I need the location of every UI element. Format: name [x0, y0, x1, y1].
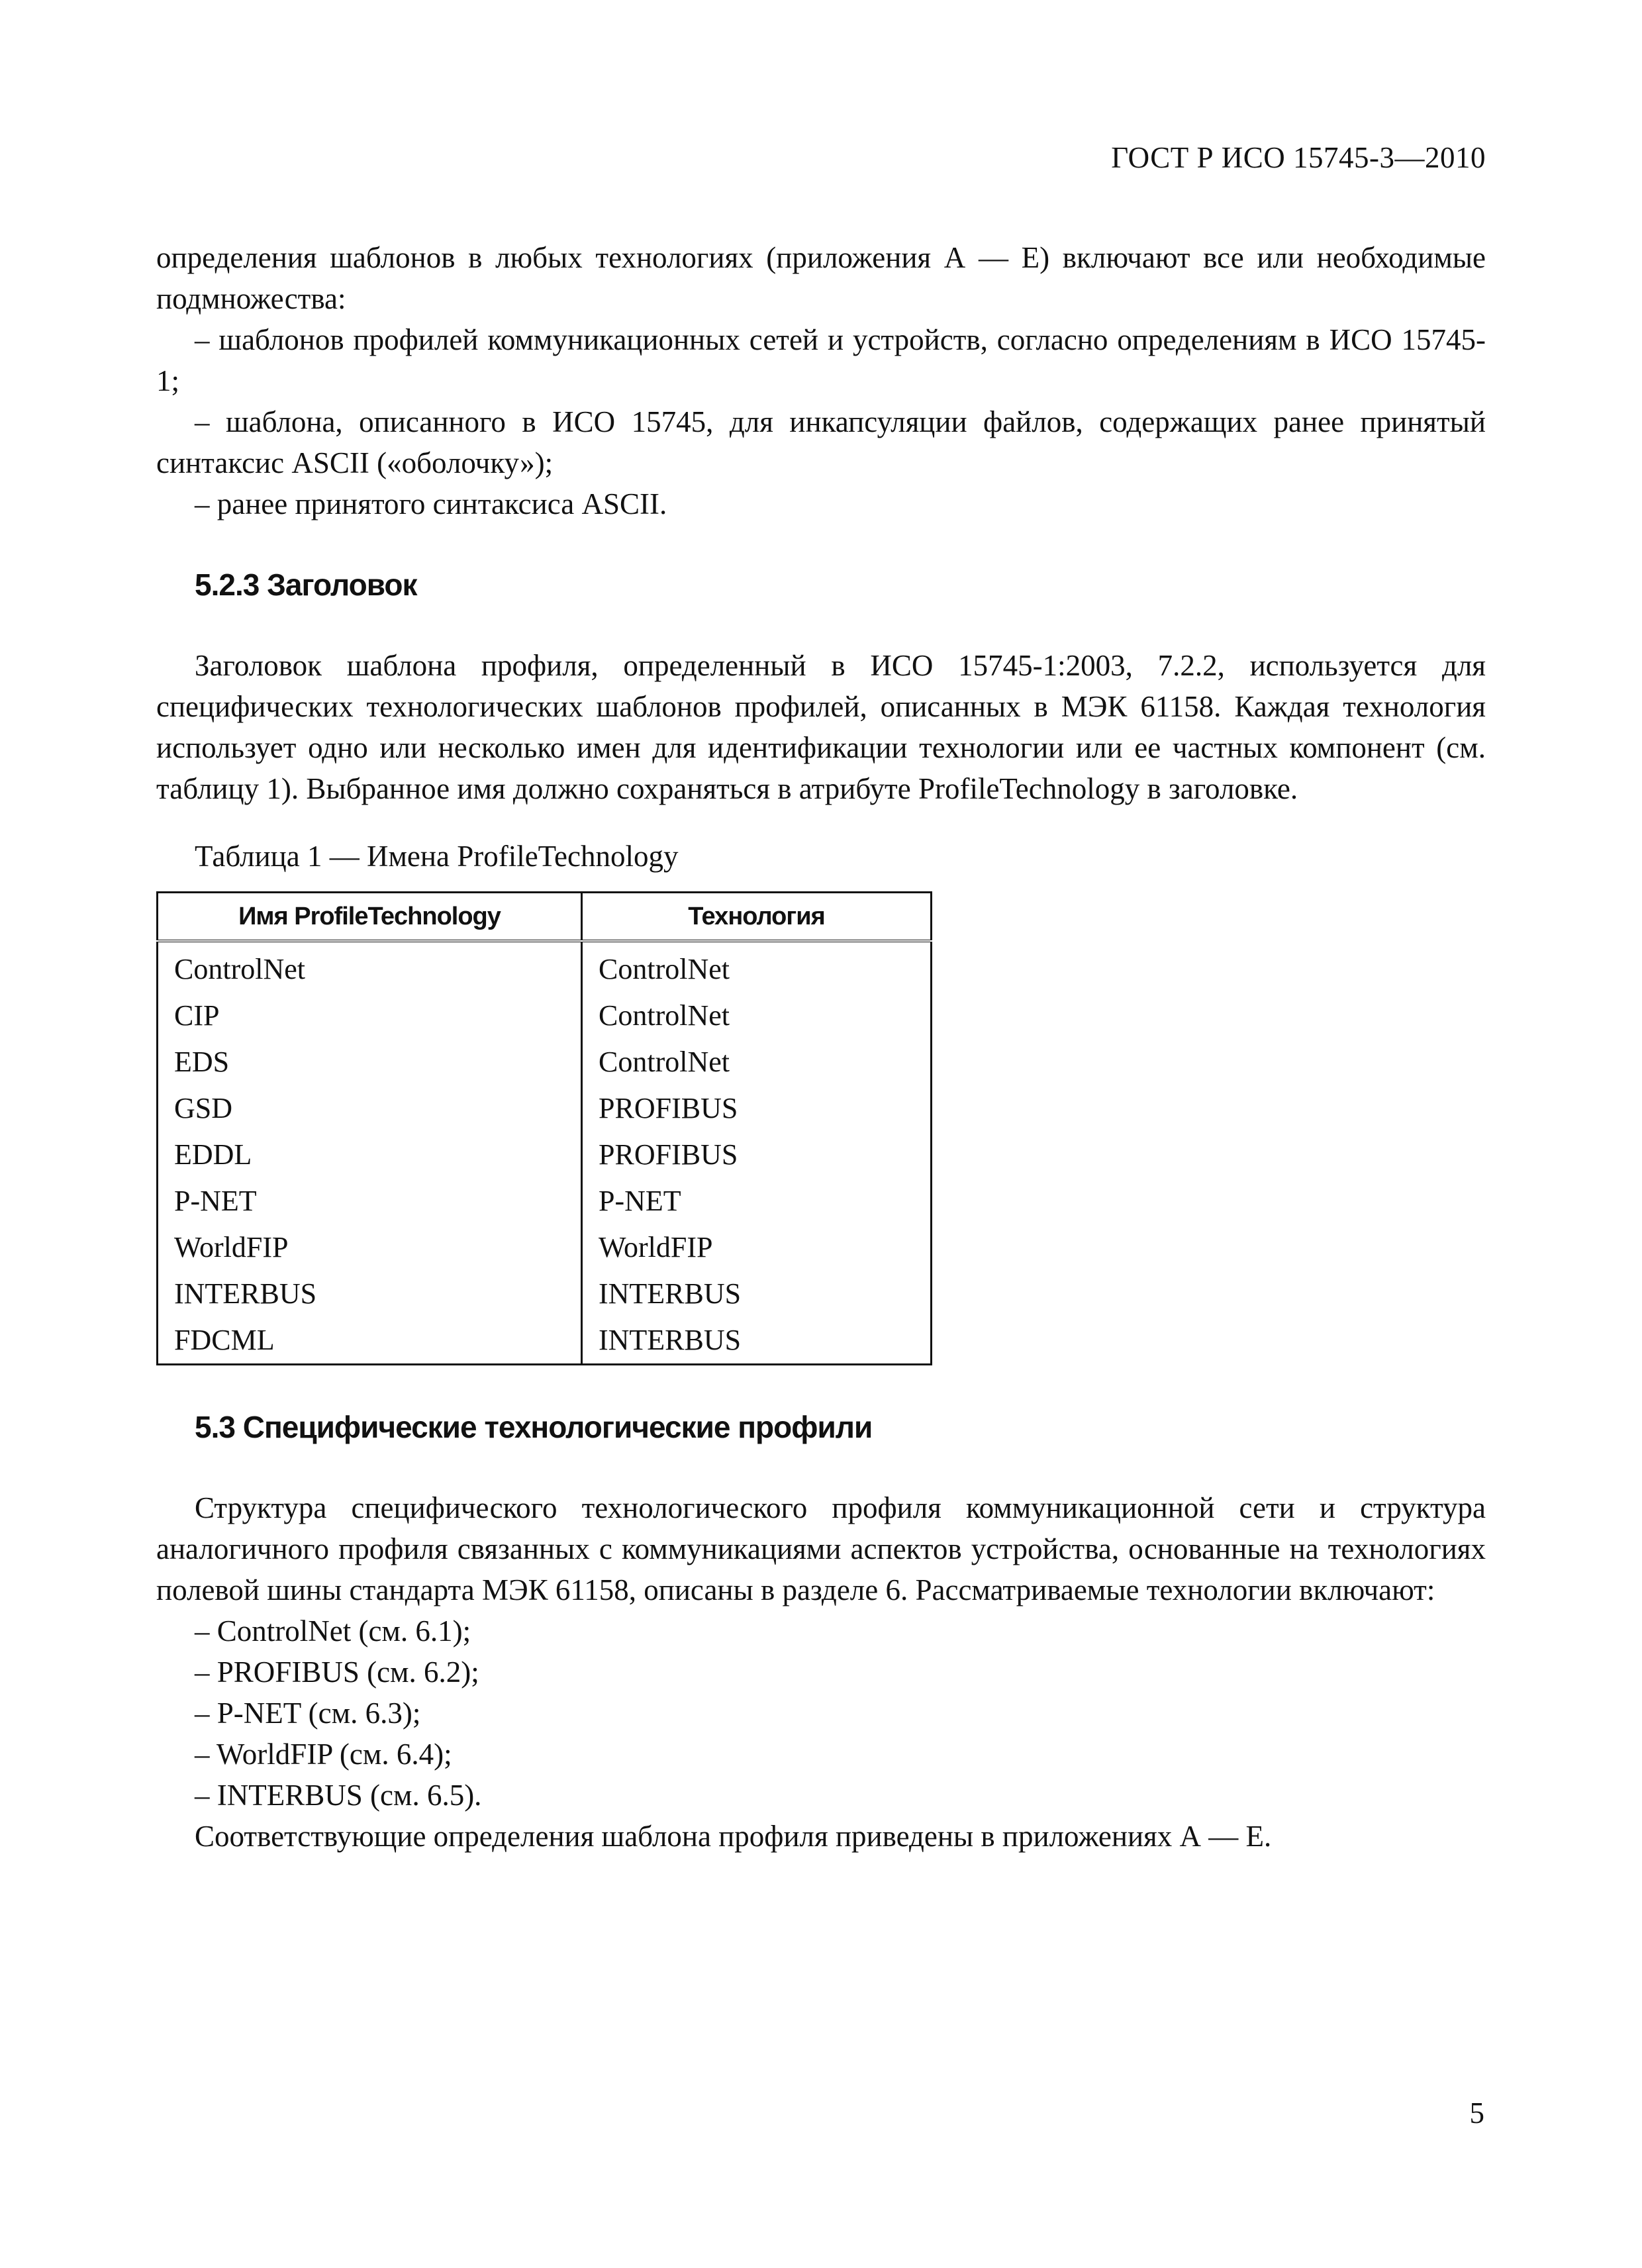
profile-technology-table: [156, 891, 932, 1365]
technology-list-item: – P-NET (см. 6.3);: [195, 1697, 421, 1730]
table-cell: ControlNet: [599, 953, 730, 985]
table-cell: WorldFIP: [599, 1231, 713, 1263]
column-header-technology: Технология: [582, 893, 932, 942]
intro-list-item: – шаблона, описанного в ИСО 15745, для инкапсуляции файлов, содержащих ранее принятый синтаксис ASCII («оболочку»);: [156, 405, 1486, 479]
table-row: [158, 1132, 932, 1178]
table-row: [158, 1317, 932, 1365]
table-cell: ControlNet: [599, 999, 730, 1032]
table-row: [158, 1039, 932, 1085]
technology-list-item: – WorldFIP (см. 6.4);: [195, 1738, 452, 1771]
page-number: 5: [1469, 2096, 1484, 2130]
table-cell: INTERBUS: [599, 1324, 742, 1356]
table-header-row: [158, 893, 932, 942]
column-header-name: Имя ProfileTechnology: [158, 893, 582, 942]
table-cell: EDDL: [158, 1132, 582, 1178]
intro-list-item: – ранее принятого синтаксиса ASCII.: [195, 487, 667, 520]
page-content: [156, 237, 1486, 1857]
section-5-3-paragraph: Структура специфического технологического профиля коммуникационной сети и структура аналогичного профиля связанных с коммуникациями аспектов устройства, основанные на технологиях полевой шины стандарта МЭК 61158, описаны в разделе 6. Рассматриваемые технологии включают:: [156, 1491, 1486, 1606]
table-cell: GSD: [158, 1085, 582, 1132]
table-cell: P-NET: [158, 1178, 582, 1224]
table-cell: ControlNet: [158, 941, 582, 993]
section-5-2-3-paragraph: Заголовок шаблона профиля, определенный в ИСО 15745-1:2003, 7.2.2, используется для специфических технологических шаблонов профилей, описанных в МЭК 61158. Каждая технология использует одно или несколько имен для идентификации технологии или ее частных компонент (см. таблицу 1). Выбранное имя должно сохраняться в атрибуте ProfileTechnology в заголовке.: [156, 649, 1486, 805]
table-cell: P-NET: [599, 1185, 681, 1217]
table-row: [158, 1224, 932, 1271]
document-header: ГОСТ Р ИСО 15745-3—2010: [1111, 141, 1486, 174]
section-5-3-closing: Соответствующие определения шаблона профиля приведены в приложениях А — Е.: [195, 1820, 1272, 1853]
intro-paragraph: определения шаблонов в любых технологиях (приложения А — Е) включают все или необходимые подмножества:: [156, 241, 1486, 315]
table-cell: ControlNet: [599, 1046, 730, 1078]
table-row: [158, 1178, 932, 1224]
table-cell: INTERBUS: [158, 1271, 582, 1317]
table-row: [158, 993, 932, 1039]
table-cell: INTERBUS: [599, 1277, 742, 1310]
table-cell: PROFIBUS: [599, 1138, 738, 1171]
technology-list-item: – ControlNet (см. 6.1);: [195, 1614, 471, 1648]
technology-list-item: – PROFIBUS (см. 6.2);: [195, 1655, 479, 1689]
table-row: [158, 941, 932, 993]
table-row: [158, 1085, 932, 1132]
table-cell: EDS: [158, 1039, 582, 1085]
section-heading-5-3: 5.3 Специфические технологические профили: [195, 1410, 873, 1444]
table-cell: PROFIBUS: [599, 1092, 738, 1124]
section-heading-5-2-3: 5.2.3 Заголовок: [195, 567, 417, 602]
table-caption: Таблица 1 — Имена ProfileTechnology: [195, 840, 679, 873]
table-cell: WorldFIP: [158, 1224, 582, 1271]
table-cell: FDCML: [158, 1317, 582, 1365]
table-cell: CIP: [158, 993, 582, 1039]
technology-list-item: – INTERBUS (см. 6.5).: [195, 1779, 482, 1812]
table-row: [158, 1271, 932, 1317]
intro-list-item: – шаблонов профилей коммуникационных сетей и устройств, согласно определениям в ИСО 15745-1;: [156, 323, 1486, 397]
